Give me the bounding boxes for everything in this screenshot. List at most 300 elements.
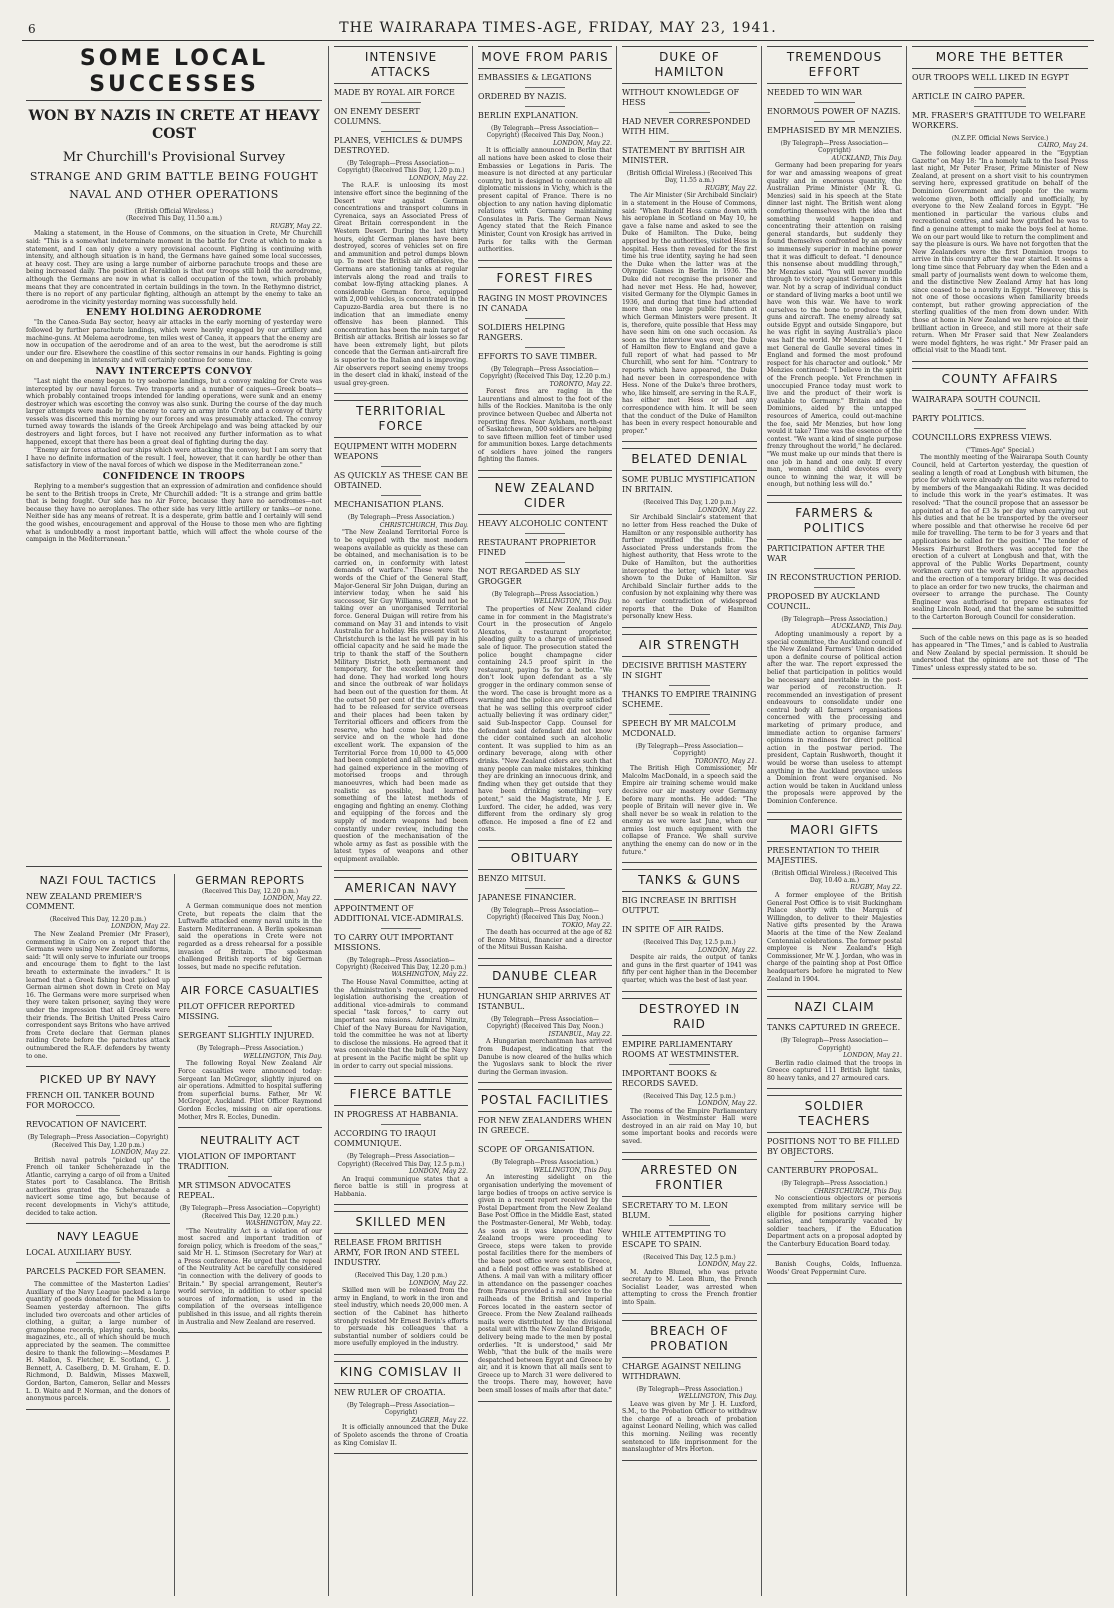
article-separator: [478, 1082, 612, 1083]
article-subhead: THANKS TO EMPIRE TRAINING SCHEME.: [622, 689, 757, 709]
article-headline: NEW ZEALAND CIDER: [478, 477, 612, 515]
article-headline: NAZI CLAIM: [767, 996, 902, 1019]
article: [767, 996, 902, 1089]
subhead-rule: [525, 347, 565, 348]
subhead-rule: [669, 685, 710, 686]
article-subhead: HUNGARIAN SHIP ARRIVES AT ISTANBUL.: [478, 992, 611, 1012]
article-body: The death has occurred at the age of 82 of Benzo Mitsui, financier and a director of the Mitsui Bussan Kaisha.: [478, 929, 612, 952]
article: [767, 46, 902, 496]
article-subhead: WAIRARAPA SOUTH COUNCIL: [912, 395, 1040, 405]
article: [178, 984, 322, 1128]
article-subhead: PROPOSED BY AUCKLAND COUNCIL.: [767, 591, 880, 611]
article-separator: [334, 870, 468, 871]
article-body: The rooms of the Empire Parliamentary Association in Westminster Hall were destroyed in an air raid on May 10, but some important books and records were saved.: [622, 1107, 757, 1145]
article-dateline: LONDON, May 22.: [409, 174, 468, 182]
article-subhead: EFFORTS TO SAVE TIMBER.: [478, 351, 598, 361]
article-meta: (By Telegraph—Press Association—Copyright): [635, 742, 744, 758]
article-dateline: AUCKLAND, This Day.: [831, 623, 902, 631]
article-meta: (Received This Day, 1.20 p.m.): [643, 499, 736, 507]
subhead-rule: [525, 87, 565, 88]
article-subhead: SOME PUBLIC MYSTIFICATION IN BRITAIN.: [622, 475, 756, 495]
page-header: [22, 18, 1094, 41]
article-body: Forest fires are raging in the Laurentians and almost to the foot of the hills of the Rockies. Manitoba is the only province between Quebec and Alberta not reporting fires. Near Aylsham, north-east of Saskatchewan, 500 soldiers are helping to save fifteen million feet of timber used for ammunition boxes. Large detachments of soldiers have joined the rangers fighting the flames.: [478, 388, 612, 464]
article: [912, 635, 1088, 680]
article-subhead: ORDERED BY NAZIS.: [478, 92, 567, 101]
subhead-rule: [669, 1064, 710, 1065]
article-subhead: BIG INCREASE IN BRITISH OUTPUT.: [622, 896, 737, 916]
article-body: A German communique does not mention Crete, but repeats the claim that the Luftwaffe attacked enemy naval units in the Eastern Mediterranean. A Berlin spokesman said the operations in Crete were not regarded as a dress rehearsal for a possible invasion of Britain. The spokesman challenged British reports of big German losses, but made no specific refutation.: [178, 903, 322, 971]
article-subhead: PRESENTATION TO THEIR MAJESTIES.: [767, 845, 880, 865]
article-dateline: RUGBY, May 22.: [705, 184, 757, 192]
article-headline: OBITUARY: [478, 847, 612, 870]
article-dateline: LONDON, May 22.: [111, 1148, 170, 1156]
main-para: "Last night the enemy began to try seaborne landings, but a convoy making for Crete was intercepted by our naval forces. Two transports and a number of caiques—Greek boats—which probably contained troops intended for landing operations, were sunk and an enemy destroyer which was escorting the convoy was also sunk. During the course of the day much larger attempts were made by the enemy to carry an army into Crete and a convoy of thirty vessels was discerned this morning by our forces and was presumably attacked. The convoy turned away towards the islands of the Greek Archipelago and was being attacked by our destroyers and light forces, but I have not received any further information as to what happened, except that there has been a great deal of fighting during the day.: [26, 377, 322, 446]
main-para: Making a statement, in the House of Commons, on the situation in Crete, Mr Churchill said: "This is a somewhat indeterminate moment in the battle for Crete at which to make a statement, and I can only give a very provisional account. Fighting is continuing with intensity, and although situation is in hand, the Germans have gained some local successes, at heavy cost. They are using a large number of airborne parachute troops and these are being increased daily. The position at Heraklion is that our troops still hold the aerodrome, although the Germans are now in what is called occupation of the town, which probably means that they are concentrated in certain buildings in the town. In the Rethymno district, there is no report of any particular fighting, although an attempt by the enemy to take an aerodrome in the vicinity yesterday morning was successfully held.: [26, 230, 322, 306]
article-dateline: ZAGREB, May 22.: [411, 1416, 468, 1424]
article-subhead: NEEDED TO WIN WAR: [767, 88, 862, 97]
article-meta: (Received This Day, 12.5 p.m.): [643, 939, 736, 947]
article-subhead: SECRETARY TO M. LEON BLUM.: [622, 1200, 729, 1220]
subhead-rule: [228, 1026, 271, 1027]
article-dateline: TORONTO, May 22.: [549, 380, 612, 388]
article-subhead: EMPHASISED BY MR MENZIES.: [767, 126, 902, 135]
article-headline: KING COMISLAV II: [334, 1361, 468, 1384]
article-dateline: WELLINGTON, This Day.: [243, 1052, 322, 1060]
article-dateline: LONDON, May 22.: [553, 139, 612, 147]
article-subhead: POSITIONS NOT TO BE FILLED BY OBJECTORS.: [767, 1137, 900, 1157]
article-subhead: EMBASSIES & LEGATIONS: [478, 73, 592, 82]
article-body: Berlin radio claimed that the troops in Greece captured 111 British light tanks, 80 heavy tanks, and 27 armoured cars.: [767, 1059, 902, 1082]
article-separator: [622, 627, 757, 628]
article-separator: [912, 361, 1088, 362]
main-section-head: NAVY INTERCEPTS CONVOY: [95, 366, 253, 377]
subhead-rule: [669, 112, 710, 113]
article-headline: MORE THE BETTER: [912, 46, 1088, 69]
article-headline: TANKS & GUNS: [622, 869, 757, 892]
article: [334, 1211, 468, 1355]
article-separator: [334, 1204, 468, 1205]
article-body: "The New Zealand Territorial Force is to be equipped with the most modern weapons available as quickly as these can be obtained, and mechanisation is to be carried on, in conformity with latest demands of warfare." These were the words of the Chief of the General Staff, Major-General Sir John Duigan, during an interview today, when he said his successor, Sir Guy Williams, would not be taking over an unorganised Territorial force. General Duigan will retire from his command on May 31 and intends to visit Australia for a holiday. His present visit to Christchurch is the last he will pay in his official capacity and he said he made the trip to thank the staff of the Southern Military District, both permanent and temporary, for the excellent work they had done. They had worked long hours and since the outbreak of war holidays had been out of the question for them. At the outset 50 per cent of the staff officers had to be released for service overseas and their places had been taken by Territorial officers and officers from the reserve, who had come back into the service and on the whole had done excellent work. The expansion of the Territorial Force from 10,000 to 45,000 had been completed and all senior officers had gained experience in the moving of motorised troops and through manoeuvres, which had been made as realistic as possible, had learned something of the latest methods of engaging and fighting an enemy. Clothing and equipping of the forces and the supply of modern weapons had been constantly under review, including the question of the mechanisation of the whole army as fast as possible with the latest types of weapons and other equipment available.: [334, 529, 468, 863]
article-subhead: APPOINTMENT OF ADDITIONAL VICE-ADMIRALS.: [334, 903, 464, 923]
article: [26, 1230, 170, 1410]
article-subhead: SERGEANT SLIGHTLY INJURED.: [178, 1031, 315, 1041]
article: [622, 448, 757, 627]
subhead-rule: [814, 587, 855, 588]
subhead-rule: [76, 1262, 119, 1263]
article: [622, 46, 757, 442]
article-subhead: PARCELS PACKED FOR SEAMEN.: [26, 1267, 166, 1277]
subhead-rule: [381, 1124, 421, 1125]
article: [912, 46, 1088, 362]
page-number: 6: [28, 22, 36, 36]
article: [622, 1159, 757, 1314]
subhead-rule: [525, 318, 565, 319]
subhead-rule: [525, 888, 565, 889]
subhead-rule: [974, 428, 1027, 429]
article-meta: (N.Z.P.F. Official News Service.): [951, 135, 1049, 142]
article-headline: DUKE OF HAMILTON: [622, 46, 757, 84]
article-dateline: LONDON, May 22.: [698, 1261, 757, 1268]
article-body: "The Neutrality Act is a violation of our most sacred and important tradition of foreign policy, which is freedom of the seas," said Mr H. L. Stimson (Secretary for War) at a Press conference. He urged that the repeal of the Neutrality Act be carefully considered "in connection with the delivery of goods to Britain." By special arrangement, Reuter's world service, in addition to other special sources of information, is used in the compilation of the overseas intelligence published in this issue, and all rights therein in Australia and New Zealand are reserved.: [178, 1227, 322, 1326]
article: [622, 1320, 757, 1461]
article-body: An interesting sidelight on the organisation underlying the movement of large bodies of troops on active service is given in a recent report received by the Postal Department from the New Zealand Base Post Office in the Middle East, stated the Postmaster-General, Mr Webb, today. As soon as it was known that New Zealand troops were proceeding to Greece, steps were taken to provide postal facilities there for the members of the base post office were sent to Greece, and a field post office was established at Athens. A mail van with a military officer in attendance on the passenger coaches from Piraeus provided a rail service to the railheads of the British and Imperial Forces located in the eastern sector of Greece. From the New Zealand railheads mails were distributed by the divisional postal unit with the New Zealand Brigade, delivery being made to the men by postal orderlies. "It is understood," said Mr Webb, "that the bulk of the mails were despatched between Egypt and Greece by air, and it is known that all mails sent to Greece up to March 31 were delivered to the troops. There may, however, have been small losses of mails after that date.": [478, 1174, 612, 1395]
article-body: A Hungarian merchantman has arrived from Budapest, indicating that the Danube is now cleared of the hulks which the Yugoslavs sank to block the river during the German invasion.: [478, 1038, 612, 1076]
article-subhead: MR STIMSON ADVOCATES REPEAL.: [178, 1181, 291, 1201]
article-headline: DESTROYED IN RAID: [622, 998, 757, 1036]
article-meta: (Received This Day, 12.20 p.m.): [49, 916, 147, 923]
main-received: (Received This Day, 11.50 a.m.): [126, 215, 222, 223]
article-subhead: HEAVY ALCOHOLIC CONTENT: [478, 519, 608, 529]
article-meta: (By Telegraph—Press Association.): [781, 615, 888, 623]
article-separator: [334, 1076, 468, 1077]
article-body: Sir Archibald Sinclair's statement that no letter from Hess reached the Duke of Hamilton or any responsible authority has further mystified the public. The Associated Press understands from the highest authority, that Hess wrote to the Duke of Hamilton, but the authorities intercepted the letter, which later was shown to the Duke of Hamilton. Sir Archibald Sinclair further adds to the confusion by not explaining why there was no earlier contradiction of widespread reports that the Duke of Hamilton personally knew Hess.: [622, 514, 757, 621]
article-dateline: LONDON, May 21.: [843, 1051, 902, 1059]
article-subhead: BENZO MITSUI.: [478, 873, 546, 883]
article-headline: TERRITORIAL FORCE: [334, 400, 468, 438]
news-column: [912, 46, 1088, 1596]
subhead-rule: [525, 533, 565, 534]
article-meta: (By Telegraph—Press Association—Copyright) (Received This Day, 12.20 p.m.): [179, 1205, 321, 1220]
masthead: THE WAIRARAPA TIMES-AGE, FRIDAY, MAY 23, 1941.: [339, 20, 777, 36]
article: [26, 1073, 170, 1224]
subhead-rule: [974, 409, 1027, 410]
article-subhead: BERLIN EXPLANATION.: [478, 111, 579, 120]
news-column: [767, 46, 902, 1596]
article-subhead: SOLDIERS HELPING RANGERS.: [478, 322, 565, 342]
article-body: The following Royal New Zealand Air Force casualties were announced today: Sergeant Ian McGregor, slightly injured on air operations. Admitted to hospital suffering from superficial burns. Father, Mr W. McGregor, Auckland. Pilot Officer Raymond Gordon Eccles, missing on air operations. Mother, Mrs R. Eccles, Dunedin.: [178, 1060, 322, 1121]
subhead-rule: [814, 121, 855, 122]
article-dateline: TOKIO, May 22.: [561, 921, 612, 929]
subhead-rule: [525, 1140, 565, 1141]
subhead-rule: [974, 87, 1027, 88]
subhead-rule: [381, 131, 421, 132]
article-body: British naval patrols "picked up" the French oil tanker Scheherazade in the Atlantic, carrying a cargo of oil from a United States port to Casablanca. The British authorities granted the Scheherazade a navicert some time ago, but because of recent developments in Vichy's attitude, decided to take action.: [26, 1156, 170, 1217]
article-separator: [178, 977, 322, 978]
article-subhead: PARTY POLITICS.: [912, 414, 985, 424]
article-body: The Air Minister (Sir Archibald Sinclair) in a statement in the House of Commons, said: "When Rudolf Hess came down with his aeroplane in Scotland on May 10, he gave a false name and asked to see the Duke of Hamilton. The Duke, being apprised by the authorities, visited Hess in hospital. Hess then revealed for the first time his true identity, saying he had seen the Duke when the latter was at the Olympic Games in Berlin in 1936. The Duke did not recognise the prisoner and had never met Hess. He had, however, visited Germany for the Olympic Games in 1936, and during that time had attended more than one large public function at which German Ministers were present. It is, therefore, quite possible that Hess may have seen him on one such occasion. As soon as the interview was over, the Duke of Hamilton flew to England and gave a full report of what had passed to Mr Churchill, who sent for him. "Contrary to reports which have appeared, the Duke had never been in correspondence with Hess. None of the Duke's three brothers, who, like himself, are serving in the R.A.F., has either met Hess or had any correspondence with him. It will be seen that the conduct of the Duke of Hamilton has been in every respect honourable and proper.": [622, 192, 757, 435]
article-separator: [622, 1152, 757, 1153]
article-dateline: ISTANBUL, May 22.: [548, 1030, 612, 1038]
subhead-rule: [525, 562, 565, 563]
article-meta: (By Telegraph—Press Association—Copyright) (Received This Day, 12.20 p.m.): [335, 956, 467, 971]
article-separator: [767, 989, 902, 990]
article-headline: NEUTRALITY ACT: [200, 1134, 300, 1148]
article-separator: [912, 628, 1088, 629]
article-meta: (Received This Day, 12.20 p.m.): [201, 888, 299, 895]
article-separator: [478, 470, 612, 471]
subhead-rule: [228, 1176, 271, 1177]
article: [622, 998, 757, 1153]
article: [334, 400, 468, 870]
article-subhead: AS QUICKLY AS THESE CAN BE OBTAINED.: [334, 471, 468, 491]
article-body: The following leader appeared in the "Egyptian Gazette" on May 18: "In a homely talk to the Issel Press last night, Mr Peter Fraser, Prime Minister of New Zealand, at present on a short visit to his countrymen serving here, expressed gratitude on behalf of the Dominion Government and people for the warm welcome given, both officially and unofficially, by everyone to the New Zealand forces in Egypt. "He mentioned in particular the various clubs and recreational centres, and said how gratified he was to find a genuine attempt to make the boys feel at home. We on our part would like to return the compliment and say the pleasure is ours. We have not forgotten that the New Zealanders were the first Dominion troops to arrive in this country after the war started. It seems a long time since that February day when the Eden and a small party of journalists went down to welcome them, and the distinctive New Zealand Army hat has long since ceased to be a novelty in Egypt. "However, this is not one of those occasions when familiarity breeds contempt, but rather growing appreciation of the sterling qualities of the men from down under. With those at home in New Zealand we here rejoice at their brilliant action in Greece, and still more at their safe return. When Mr Fraser said that New Zealanders were model fighters, he was right." Mr Fraser paid an official visit to the Maadi tent.: [912, 150, 1088, 355]
article-meta: (By Telegraph—Press Association—Copyright) (Received This Day, 1.20 p.m.): [337, 160, 465, 175]
article-headline: BELATED DENIAL: [622, 448, 757, 471]
article-body: The House Naval Committee, acting at the Administration's request, approved legislation authorising the creation of additional vice-admirals to command special "task forces," to carry out important sea missions. Admiral Nimitz, Chief of the Navy Bureau for Navigation, told the committee he was not at liberty to disclose the missions. He agreed that it was conceivable that the bulk of the Navy at present in the Pacific might be split up in order to carry out special missions.: [334, 978, 468, 1070]
article: [334, 877, 468, 1078]
article-subhead: SPEECH BY MR MALCOLM MCDONALD.: [622, 718, 736, 738]
article-headline: SOLDIER TEACHERS: [767, 1095, 902, 1133]
article-dateline: TORONTO, May 21.: [694, 757, 757, 765]
article: [478, 1089, 612, 1401]
main-deck: WON BY NAZIS IN CRETE AT HEAVY COST: [28, 108, 320, 142]
article-meta: (By Telegraph—Press Association—Copyright): [780, 1037, 889, 1052]
article-headline: FIERCE BATTLE: [334, 1083, 468, 1106]
article-headline: INTENSIVE ATTACKS: [334, 46, 468, 84]
main-section-head: ENEMY HOLDING AERODROME: [86, 308, 262, 319]
article: [334, 1361, 468, 1454]
article-subhead: EQUIPMENT WITH MODERN WEAPONS: [334, 442, 457, 462]
article-body: The committee of the Masterton Ladies' Auxiliary of the Navy League packed a large quantity of goods donated for the Mission to Seamen yesterday afternoon. The gifts included two overcoats and other articles of clothing, a guitar, a large number of gramophone records, playing cards, books, magazines, etc., all of which should be much appreciated by the seamen. The committee desire to thank the following:—Mesdames P. H. Mallon, S. Fletcher, E. Scotland, C. J. Bennett, A. Caselberg, D. M. Graham, E. D. Richmond, D. Baldwin, Misses Maxwell, Gordon, Barton, Cameron, Sellar and Messrs L. D. Waite and P. Norman, and the donors of anonymous parcels.: [26, 1281, 170, 1403]
article-subhead: MR. FRASER'S GRATITUDE TO WELFARE WORKERS.: [912, 111, 1086, 130]
article-body: The properties of New Zealand cider came in for comment in the Magistrate's Court in the prosecution of Angelo Alexatos, a restaurant proprietor, pleading guilty to a charge of unlicensed sale of liquor. The prosecution stated the police bought champagne cider containing 24.5 proof spirit in the restaurant, paying 5s for a bottle. "We don't look upon defendant as a sly grogger in the ordinary common sense of the word. The case is brought more as a warning and the police are quite satisfied that he was selling this overproof cider actually believing it was ordinary cider," said Sub-Inspector Capp. Counsel for defendant said defendant did not know the cider contained such an alcoholic content. It was supplied to him as an ordinary beverage, along with other drinks. "New Zealand ciders are such that many people can make mistakes, thinking they are drinking an innocuous drink, and finding when they get outside that they have been drinking something very potent," said the Magistrate, Mr J. E. Luxford. The cider, he added, was very different from the ordinary sly grog offence. He imposed a fine of £2 and costs.: [478, 606, 612, 834]
article: [478, 267, 612, 471]
article-headline: AIR FORCE CASUALTIES: [180, 984, 320, 998]
article-meta: (By Telegraph—Press Association.): [196, 1045, 304, 1053]
article-meta: (Received This Day, 12.5 p.m.): [643, 1092, 736, 1100]
article: [334, 46, 468, 394]
article-headline: POSTAL FACILITIES: [478, 1089, 612, 1112]
article-separator: [622, 862, 757, 863]
article-headline: MOVE FROM PARIS: [478, 46, 612, 69]
article-body: A former employee of the British General Post Office is to visit Buckingham Palace shortly with the Marquis of Willingdon, to deliver to their Majesties Native gifts presented by the Arawa Maoris at the time of the New Zealand Centennial celebrations. The former postal employee is New Zealand's High Commissioner, Mr W. J. Jordan, who was in charge of the painting shop at Post Office headquarters before he migrated to New Zealand in 1904.: [767, 892, 902, 983]
article-dateline: WASHINGTON, May 22.: [245, 1219, 322, 1227]
article-body: No conscientious objectors or persons exempted from military service will be eligible for positions carrying higher salaries, and temporarily vacated by soldier teachers, if the Education Department acts on a proposal adopted by the Canterbury Education Board today.: [767, 1195, 902, 1248]
subhead-rule: [381, 928, 421, 929]
article-body: Leave was given by Mr J. H. Luxford, S.M., to the Probation Officer to withdraw the charge of a breach of probation against Leonard Neiling, which was called this morning. Neiling was recently sentenced to life imprisonment for the manslaughter of Mrs Horton.: [622, 1400, 757, 1454]
article-subhead: FRENCH OIL TANKER BOUND FOR MOROCCO.: [26, 1091, 155, 1111]
article: [912, 368, 1088, 628]
subhead-rule: [381, 102, 421, 103]
article-headline: NAZI FOUL TACTICS: [39, 874, 157, 887]
article-headline: DANUBE CLEAR: [478, 965, 612, 988]
article-meta: ("Times-Age" Special.): [965, 447, 1035, 455]
main-sub3: NAVAL AND OTHER OPERATIONS: [69, 188, 279, 201]
article: [178, 874, 322, 978]
main-para: "In the Canea-Suda Bay sector, heavy air attacks in the early morning of yesterday were followed by further parachute landings, which were heavily engaged by our artillery and machine-guns. At Melema aerodrome, ten miles west of Canea, it appears that the enemy are now in occupation of the aerodrome and of an area to the west, but the aerodrome is still under our fire. Elsewhere the coastline of this sector remains in our hands. Fighting is going on and deepening in intensity and will certainly continue for some time.: [26, 319, 322, 365]
article: [767, 502, 902, 813]
article-meta: (By Telegraph—Press Association—Copyright) (Received This Day, 12.5 p.m.): [337, 1153, 465, 1168]
article-meta: (By Telegraph—Press Association.): [636, 1385, 743, 1393]
article-meta: (By Telegraph—Press Association—Copyright) (Received This Day, 1.20 p.m.): [27, 1134, 169, 1149]
article-subhead: IN PROGRESS AT HABBANIA.: [334, 1110, 459, 1120]
article-meta: (By Telegraph—Press Association—Copyright) (Received This Day, 12.20 p.m.): [479, 365, 611, 381]
article-body: The R.A.F. is unloosing its most intensive effort since the beginning of the Desert war against German concentrations and transport columns in Cyrenaica, says an Associated Press of Great Britain correspondent in the Western Desert. During the last thirty hours, eight German planes have been destroyed, scores of vehicles set on fire and ammunition and petrol dumps blown up. To meet the British air offensive, the Germans are stationing tanks at regular intervals along the road and trails to combat low-flying attacking planes. A considerable German force, equipped with 2,000 vehicles, is concentrated in the Capuzzo-Bardia area but there is no indication that an immediate enemy offensive has been planned. This concentration has been the main target of British air attacks. British air losses so far have been extremely light, but pilots concede that the German anti-aircraft fire is superior to the Italian and is improving. Air observers report seeing enemy troops in the desert clad in khaki, instead of the usual grey-green.: [334, 182, 468, 387]
article-meta: (By Telegraph—Press Association—Copyright) (Received This Day, Noon.): [486, 1016, 604, 1031]
article-body: Skilled men will be released from the army in England, to work in the iron and steel industry, which needs 20,000 men. A section of the Cabinet has hitherto strongly resisted Mr Ernest Bevin's efforts to persuade his colleagues that a substantial number of soldiers could be more usefully employed in the industry.: [334, 1287, 468, 1348]
subhead-rule: [974, 106, 1027, 107]
article-subhead: TO CARRY OUT IMPORTANT MISSIONS.: [334, 932, 454, 952]
article-subhead: IMPORTANT BOOKS & RECORDS SAVED.: [622, 1068, 717, 1088]
article-subhead: STATEMENT BY BRITISH AIR MINISTER.: [622, 146, 745, 165]
article-meta: (Received This Day, 12.5 p.m.): [643, 1253, 736, 1261]
article: [478, 965, 612, 1083]
article-meta: (By Telegraph—Press Association—Copyright): [780, 140, 889, 155]
article-subhead: VIOLATION OF IMPORTANT TRADITION.: [178, 1152, 296, 1172]
subhead-rule: [76, 1115, 119, 1116]
article-subhead: WITHOUT KNOWLEDGE OF HESS: [622, 88, 740, 107]
article-separator: [334, 1453, 468, 1454]
article-body: An Iraqui communique states that a fierce battle is still in progress at Habbania.: [334, 1175, 468, 1198]
subhead-rule: [814, 568, 855, 569]
article-meta: (Received This Day, 1.20 p.m.): [354, 1272, 448, 1280]
article-meta: (By Telegraph—Press Association.): [781, 1180, 888, 1188]
article-meta: (By Telegraph—Press Association—Copyright): [347, 1402, 455, 1417]
article-dateline: LONDON, May 22.: [698, 946, 757, 954]
article-separator: [767, 1254, 902, 1255]
news-column: [334, 46, 468, 1596]
article-subhead: JAPANESE FINANCIER.: [478, 892, 577, 902]
article-separator: [26, 1066, 170, 1067]
article-dateline: CAIRO, May 24.: [1037, 142, 1088, 150]
article-separator: [26, 1409, 170, 1410]
article-dateline: LONDON, May 22.: [409, 1279, 468, 1287]
article-dateline: LONDON, May 22.: [263, 895, 322, 903]
article-dateline: AUCKLAND, This Day.: [831, 154, 902, 162]
article: [26, 874, 170, 1067]
main-headline: SOME LOCAL SUCCESSES: [79, 46, 269, 97]
article-meta: (By Telegraph—Press Association—Copyright) (Received This Day, Noon.): [486, 125, 604, 140]
article-headline: TREMENDOUS EFFORT: [767, 46, 902, 84]
article-body: Banish Coughs, Colds, Influenza. Woods' Great Peppermint Cure.: [767, 1261, 902, 1277]
main-para: "Enemy air forces attacked our ships which were attacking the convoy, but I am sorry that I have no definite information of the result. I feel, however, that it can hardly be other than satisfactory in view of the naval forces of which we dispose in the Mediterranean zone.": [26, 447, 322, 470]
subhead-rule: [814, 1161, 855, 1162]
article-headline: MAORI GIFTS: [767, 819, 902, 842]
article-subhead: MECHANISATION PLANS.: [334, 500, 444, 510]
article-subhead: PLANES, VEHICLES & DUMPS DESTROYED.: [334, 136, 463, 155]
article-headline: FOREST FIRES: [478, 267, 612, 290]
article-body: It is officially announced in Berlin that all nations have been asked to close their Embassies or Legations in Paris. The measure is not directed at any particular country, but is designed to concentrate all diplomatic missions in Vichy, which is the present capital of France. There is no objection to any nation having diplomatic relations with Germany maintaining Consulates in Paris. The German News Agency stated that the Reich Finance Minister, Count von Krosigk has arrived in Paris for talks with the German authorities.: [478, 147, 612, 254]
article-subhead: NEW ZEALAND PREMIER'S COMMENT.: [26, 892, 142, 911]
main-section-head: CONFIDENCE IN TROOPS: [102, 472, 246, 483]
article-subhead: RELEASE FROM BRITISH ARMY, FOR IRON AND STEEL INDUSTRY.: [334, 1238, 459, 1268]
article-subhead: OUR TROOPS WELL LIKED IN EGYPT: [912, 73, 1070, 82]
article-separator: [478, 260, 612, 261]
article-subhead: CANTERBURY PROPOSAL.: [767, 1166, 879, 1176]
article-separator: [478, 1401, 612, 1402]
article-headline: SKILLED MEN: [334, 1211, 468, 1234]
main-para: Replying to a member's suggestion that an expression of admiration and confidence should be sent to the British troops in Crete, Mr Churchill added: "It is a strange and grim battle that is being fought. Our side has no Air Force, because they have no aerodromes—not because they have no aeroplanes. The other side has very little artillery or tanks—or none. Neither side has any means of retreat. It is a desperate, grim battle and I certainly will send the good wishes, encouragement and approval of the House to those men who are fighting what is undoubtedly a most important battle, which will affect the whole course of the campaign in the Mediterranean.": [26, 483, 322, 544]
article: [334, 1083, 468, 1205]
subhead-rule: [669, 141, 710, 142]
article-headline: FARMERS & POLITICS: [767, 502, 902, 540]
article-separator: [334, 393, 468, 394]
article-subhead: MADE BY ROYAL AIR FORCE: [334, 88, 455, 97]
article-body: Despite air raids, the output of tanks and guns in the first quarter of 1941 was fifty per cent higher than in the December quarter, which was the best of last year.: [622, 954, 757, 985]
article-headline: BREACH OF PROBATION: [622, 1320, 757, 1358]
article-headline: AIR STRENGTH: [622, 634, 757, 657]
article-separator: [767, 1283, 902, 1284]
article: [767, 1095, 902, 1255]
article-subhead: EMPIRE PARLIAMENTARY ROOMS AT WESTMINSTER.: [622, 1039, 740, 1059]
article-subhead: DECISIVE BRITISH MASTERY IN SIGHT: [622, 660, 747, 680]
subhead-rule: [814, 102, 855, 103]
main-dateline: RUGBY, May 22.: [270, 222, 322, 230]
article-subhead: HAD NEVER CORRESPONDED WITH HIM.: [622, 117, 751, 136]
article-separator: [622, 1313, 757, 1314]
article-body: The monthly meeting of the Wairarapa South County Council, held at Carterton yesterday, the question of sealing a length of road at Longbush with bitumen, the price for which were already on the site was referred to by members of the Mangaakahi Riding. It was decided to include this work in the year's estimates. It was resolved: "That the council propose that an assessor be appointed at a fee of £3 3s per day when carrying out his duties and that he be transported by the overseer where possible and that otherwise he receive 6d per mile for travelling. The term to be for 3 years and that applications be called for the position." The tender of Messrs Fairhurst Brothers was accepted for the erection of a culvert at Longbush and that, with the approval of the Public Works Department, county workmen carry out the work of filling the approaches and the erection of a temporary bridge. It was decided to place an order for two new trucks, the chairman and overseer to arrange the purchase. The County Engineer was authorised to prepare estimates for sealing Lincoln Road, and that the same be submitted to the Carterton Borough Council for consideration.: [912, 454, 1088, 621]
article-separator: [767, 495, 902, 496]
article-dateline: CHRISTCHURCH, This Day.: [379, 521, 468, 529]
article-separator: [622, 1460, 757, 1461]
article-dateline: WASHINGTON, May 22.: [391, 971, 468, 979]
article-headline: ARRESTED ON FRONTIER: [622, 1159, 757, 1197]
article-subhead: FOR NEW ZEALANDERS WHEN IN GREECE.: [478, 1116, 612, 1136]
article-meta: (British Official Wireless.) (Received This Day, 10.40 a.m.): [771, 869, 898, 884]
article-subhead: RAGING IN MOST PROVINCES IN CANADA: [478, 293, 608, 313]
article-subhead: ON ENEMY DESERT COLUMNS.: [334, 107, 420, 126]
article-subhead: NEW RULER OF CROATIA.: [334, 1388, 446, 1398]
article-separator: [478, 958, 612, 959]
article: [478, 46, 612, 261]
article-headline: NAVY LEAGUE: [56, 1230, 140, 1244]
news-column: [478, 46, 612, 1596]
subhead-rule: [669, 714, 710, 715]
article-subhead: WHILE ATTEMPTING TO ESCAPE TO SPAIN.: [622, 1229, 726, 1249]
article-dateline: CHRISTCHURCH, This Day.: [813, 1187, 902, 1195]
article-dateline: WELLINGTON, This Day.: [533, 598, 612, 606]
article-separator: [622, 991, 757, 992]
article: [767, 819, 902, 991]
article-separator: [912, 678, 1088, 679]
article-separator: [478, 840, 612, 841]
article-subhead: ACCORDING TO IRAQUI COMMUNIQUE.: [334, 1129, 436, 1149]
article-subhead: LOCAL AUXILIARY BUSY.: [26, 1248, 132, 1258]
article-body: It is officially announced that the Duke of Spoleto ascends the throne of Croatia as King Comislav II.: [334, 1424, 468, 1447]
article: [767, 1261, 902, 1283]
article-body: The New Zealand Premier (Mr Fraser), commenting in Cairo on a report that the Germans were using New Zealand uniforms, said: "It will only serve to infuriate our troops and encourage them to fight to the last breath to exterminate the invaders." It is learned that a Greek fishing boat picked up German airmen shot down in Crete on May 16. The Germans were more surprised when they were taken prisoner, saying they were under the impression that all Greeks were their friends. The British United Press Cairo correspondent says Britons who have arrived from Crete declare that German planes raiding Crete before the parachutes attack outnumbered the R.A.F. defenders by twenty to one.: [26, 931, 170, 1060]
article-subhead: SCOPE OF ORGANISATION.: [478, 1145, 595, 1155]
news-column: [622, 46, 757, 1596]
main-story: [26, 46, 322, 862]
main-story-rule: [26, 866, 322, 867]
article-separator: [767, 812, 902, 813]
article-separator: [622, 441, 757, 442]
article-dateline: RUGBY, May 22.: [850, 884, 902, 892]
article-subhead: RESTAURANT PROPRIETOR FINED: [478, 538, 596, 558]
article-meta: (By Telegraph—Press Association—Copyright) (Received This Day, Noon.): [486, 906, 604, 922]
article-body: Germany had been preparing for years for war and amassing weapons of great quality and in enormous quantity, the Australian Prime Minister (Mr R. G. Menzies) said in his speech at the State dinner last night. The British went along comforting themselves with the idea that something would happen and concentrating their attention on raising general standards, but suddenly they found themselves confronted by an enemy so immensely superior in machine power that it was difficult to defeat. "I denounce this nonsense about muddling through," Mr Menzies said. "You will never muddle through to victory against Germany in this war. Not by a scrap of individual conduct or standard of living marks a boot until we have won this war. We have to work ourselves to the bone to produce tanks, guns and aircraft. The enemy already sat outside Egypt and outside Singapore, but he was right in saying Australia's place was half the world. Mr Menzies added: "I met General de Gaulle several times in England and formed the most profound respect for his character and outlook." Mr Menzies continued: "I believe in the spirit of the French people. Yet Frenchmen in unoccupied France today must work to live and the product of their work is available to Germany." Britain and the Dominions, aided by the untapped resources of America, could out-machine the foe, said Mr Menzies, but how long would it take? Time was the essence of the contest. "We want a kind of single purpose frenzy throughout the world," he declared. "We must make up our minds that there is one job in hand and one only. If every man, woman and child devotes every ounce to winning the war, it will be enough, but nothing less will do.": [767, 162, 902, 489]
article-separator: [767, 1088, 902, 1089]
article-dateline: WELLINGTON, This Day.: [533, 1166, 612, 1174]
main-source: (British Official Wireless.): [134, 208, 214, 215]
article-dateline: LONDON, May 22.: [698, 1100, 757, 1108]
article-body: M. Andre Blumel, who was private secretary to M. Leon Blum, the French Socialist Leader, was arrested when attempting to cross the French frontier into Spain.: [622, 1268, 757, 1306]
article-subhead: IN SPITE OF AIR RAIDS.: [622, 925, 724, 935]
article-dateline: LONDON, May 22.: [111, 923, 170, 931]
article-body: The British High Commissioner, Mr Malcolm MacDonald, in a speech said the Empire air training scheme would make decisive our air mastery over Germany before many months. He added: "The people of Britain will never give in. We shall never be so weak in relation to the enemy as we were last June, when our armies lost much equipment with the collapse of France. We shall survive anything the enemy can do now or in the future.": [622, 765, 757, 856]
article-dateline: WELLINGTON, This Day.: [678, 1392, 757, 1400]
article-dateline: LONDON, May 22.: [409, 1167, 468, 1175]
bottom-left-col-b: [178, 874, 322, 1596]
article-subhead: ARTICLE IN CAIRO PAPER.: [912, 92, 1026, 101]
article: [478, 477, 612, 841]
article-subhead: PARTICIPATION AFTER THE WAR: [767, 543, 885, 563]
article-meta: (By Telegraph—Press Association.): [491, 591, 599, 599]
subhead-rule: [669, 1225, 710, 1226]
article-subhead: IN RECONSTRUCTION PERIOD.: [767, 572, 902, 582]
subhead-rule: [525, 106, 565, 107]
article-separator: [178, 1127, 322, 1128]
article-subhead: PILOT OFFICER REPORTED MISSING.: [178, 1002, 295, 1022]
article-subhead: COUNCILLORS EXPRESS VIEWS.: [912, 433, 1052, 443]
article-headline: GERMAN REPORTS: [195, 874, 305, 887]
article-subhead: ENORMOUS POWER OF NAZIS.: [767, 107, 901, 116]
article-meta: (By Telegraph—Press Association.): [491, 1159, 599, 1167]
article: [622, 869, 757, 991]
article: [622, 634, 757, 864]
article-subhead: REVOCATION OF NAVICERT.: [26, 1120, 147, 1130]
